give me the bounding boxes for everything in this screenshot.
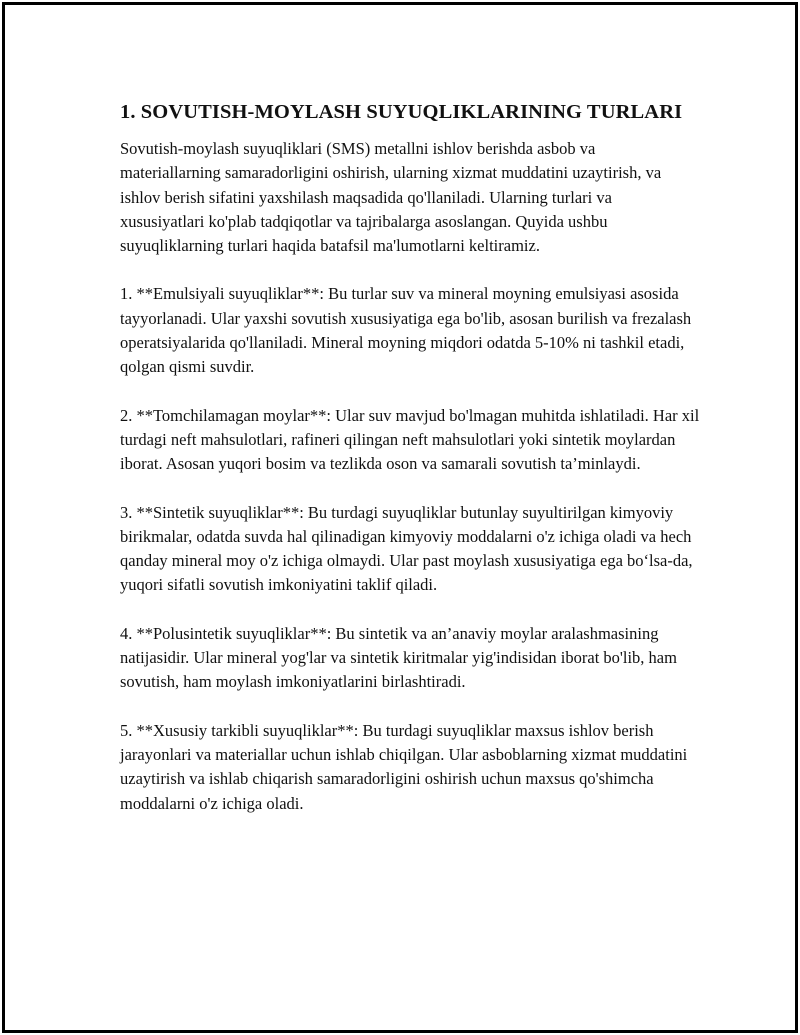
document-title: 1. SOVUTISH-MOYLASH SUYUQLIKLARINING TURLARI (120, 101, 683, 123)
list-item-special-fluids: 5. **Xususiy tarkibli suyuqliklar**: Bu turdagi suyuqliklar maxsus ishlov berish jarayonlari va materiallar uchun ishlab chiqilgan. Ular asboblarning xizmat muddatini uzaytirish va ishlab chiqarish samaradorligini oshirish uchun maxsus qo'shimcha moddalarni o'z ichiga oladi. (120, 720, 688, 813)
list-item-synthetic-fluids: 3. **Sintetik suyuqliklar**: Bu turdagi suyuqliklar butunlay suyultirilgan kimyoviy birikmalar, odatda suvda hal qilinadigan kimyoviy moddalarni o'z ichiga oladi va hech qanday mineral moy o'z ichiga olmaydi. Ular past moylash xususiyatiga ega bo‘lsa-da, yuqori sifatli sovutish imkoniyatini taklif qiladi. (120, 502, 693, 595)
list-item-semisynthetic-fluids: 4. **Polusintetik suyuqliklar**: Bu sintetik va an’anaviy moylar aralashmasining natijasidir. Ular mineral yog'lar va sintetik kiritmalar yig'indisidan iborat bo'lib, ham sovutish, ham moylash imkoniyatlarini birlashtiradi. (120, 623, 677, 692)
intro-paragraph: Sovutish-moylash suyuqliklari (SMS) metallni ishlov berishda asbob va materiallarning samaradorligini oshirish, ularning xizmat muddatini uzaytirish, va ishlov berish sifatini yaxshilash maqsadida qo'llaniladi. Ularning turlari va xususiyatlari ko'plab tadqiqotlar va tajribalarga asoslangan. Quyida ushbu suyuqliklarning turlari haqida batafsil ma'lumotlarni keltiramiz. (120, 139, 662, 256)
document-body (120, 100, 700, 840)
page-frame (2, 2, 798, 1033)
list-item-straight-oils: 2. **Tomchilamagan moylar**: Ular suv mavjud bo'lmagan muhitda ishlatiladi. Har xil turdagi neft mahsulotlari, rafineri qilingan neft mahsulotlari yoki sintetik moylardan iborat. Asosan yuqori bosim va tezlikda oson va samarali sovutish ta’minlaydi. (120, 405, 700, 474)
list-item-emulsion-fluids: 1. **Emulsiyali suyuqliklar**: Bu turlar suv va mineral moyning emulsiyasi asosida tayyorlanadi. Ular yaxshi sovutish xususiyatiga ega bo'lib, asosan burilish va frezalash operatsiyalarida qo'llaniladi. Mineral moyning miqdori odatda 5-10% ni tashkil etadi, qolgan qismi suvdir. (120, 284, 692, 377)
